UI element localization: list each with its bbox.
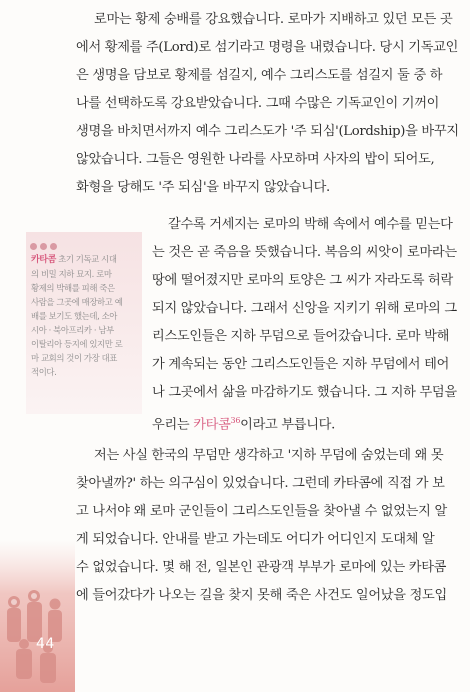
body-line: 땅에 떨어졌지만 로마의 토양은 그 씨가 자라도록 허락 [152, 273, 453, 288]
body-line: 생명을 바치면서까지 예수 그리스도가 '주 되심'(Lordship)을 바꾸지 [76, 124, 459, 139]
sidebar-line: 적이다. [31, 367, 57, 377]
sidebar-line: 의 비밀 지하 묘지. 로마 [31, 269, 112, 279]
body-line: 리스도인들은 지하 무덤으로 들어갔습니다. 로마 박해 [152, 329, 450, 344]
body-line: 않았습니다. 그들은 영원한 나라를 사모하며 사자의 밥이 되어도, [76, 152, 435, 167]
body-line: 가 계속되는 동안 그리스도인들은 지하 무덤에서 테어 [152, 357, 450, 372]
sidebar-line: 배를 보기도 했는데, 소아 [31, 311, 117, 321]
footnote-mark: 36 [230, 416, 241, 425]
body-line: 는 것은 곧 죽음을 뜻했습니다. 복음의 씨앗이 로마라는 [152, 245, 457, 260]
sidebar-line: 사람을 그곳에 매장하고 예 [31, 297, 123, 307]
body-line: 화형을 당해도 '주 되심'을 바꾸지 않았습니다. [76, 180, 330, 195]
sidebar-line: 이탈리아 등지에 있지만 로 [31, 339, 123, 349]
catacomb-term: 카타콤 [193, 417, 231, 433]
text-prefix: 우리는 [152, 417, 194, 433]
body-line: 게 되었습니다. 안내를 받고 가는데도 어디가 어디인지 도대체 알 [76, 532, 435, 547]
body-line: 은 생명을 담보로 황제를 섬길지, 예수 그리스도를 섬길지 둘 중 하 [76, 68, 443, 83]
body-line: 갈수록 거세지는 로마의 박해 속에서 예수를 믿는다 [168, 217, 453, 232]
body-line: 찾아낼까?' 하는 의구심이 있었습니다. 그런데 카타콤에 직접 가 보 [76, 476, 445, 491]
body-line: 고 나서야 왜 로마 군인들이 그리스도인들을 찾아낼 수 없었는지 알 [76, 504, 447, 519]
sidebar-line: 시아 · 북아프리카 · 남부 [31, 325, 114, 335]
body-line: 되지 않았습니다. 그래서 신앙을 지키기 위해 로마의 그 [152, 301, 457, 316]
decorative-photo [0, 540, 75, 692]
page-number: 44 [36, 636, 55, 652]
body-line: 에 들어갔다가 나오는 길을 찾지 못해 죽은 사건도 일어났을 정도입 [76, 588, 447, 603]
body-line: 수 없었습니다. 몇 해 전, 일본인 관광객 부부가 로마에 있는 카타콤 [76, 560, 447, 575]
sidebar-line: 황제의 박해를 피해 죽은 [31, 283, 115, 293]
sidebar-title: 카타콤 [31, 255, 56, 265]
body-line: 나 그곳에서 삶을 마감하기도 했습니다. 그 지하 무덤을 [152, 385, 457, 400]
body-line-catacomb [152, 411, 452, 435]
sidebar-line: 마 교회의 것이 가장 대표 [31, 353, 117, 363]
sidebar-line: 카타콤 초기 기독교 시대 [31, 254, 117, 265]
body-line: 나를 선택하도록 강요받았습니다. 그때 수많은 기독교인이 기꺼이 [76, 96, 440, 111]
text-suffix: 이라고 부릅니다. [240, 417, 335, 433]
body-line: 로마는 황제 숭배를 강요했습니다. 로마가 지배하고 있던 모든 곳 [94, 12, 453, 27]
sidebar-text [31, 252, 139, 379]
body-line: 저는 사실 한국의 무덤만 생각하고 '지하 무덤에 숨었는데 왜 못 [94, 448, 444, 463]
body-line: 에서 황제를 주(Lord)로 섬기라고 명령을 내렸습니다. 당시 기독교인 [76, 40, 459, 55]
